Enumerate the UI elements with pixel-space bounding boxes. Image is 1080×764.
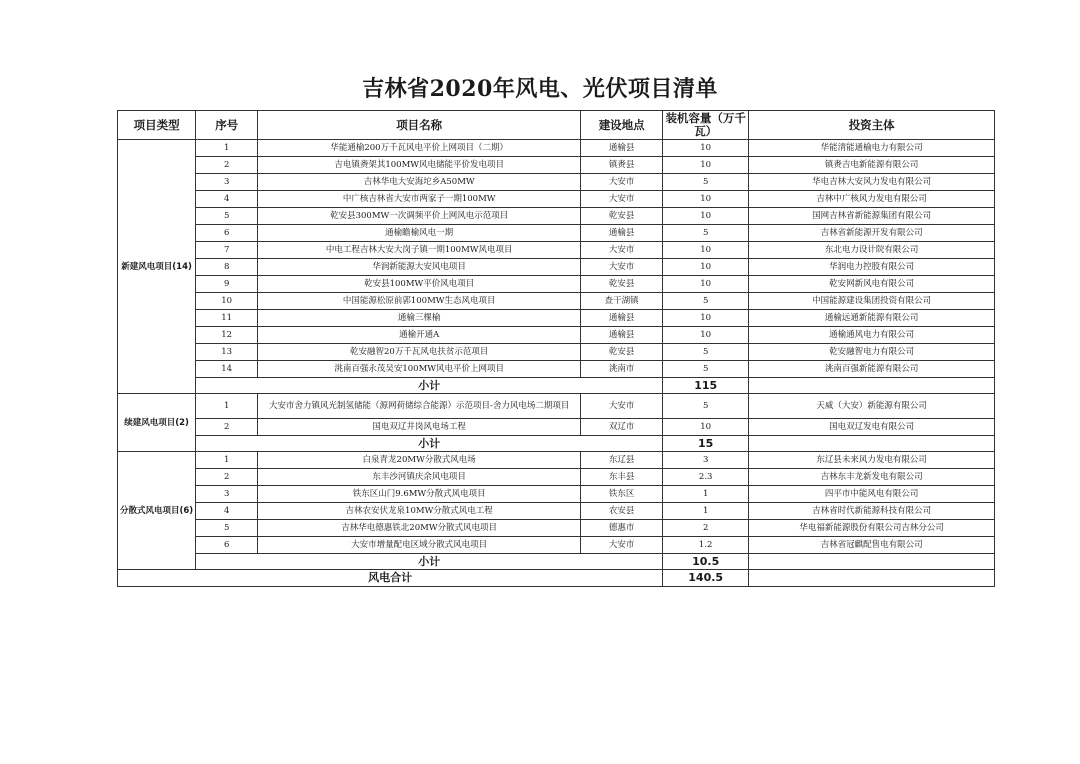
- row-name: 乾安融智20万千瓦风电扶贫示范项目: [258, 344, 581, 361]
- category-cell: 新建风电项目(14): [118, 140, 196, 394]
- row-capacity: 5: [663, 225, 749, 242]
- table-row: [118, 191, 995, 208]
- header-row: [118, 111, 995, 140]
- row-capacity: 10: [663, 276, 749, 293]
- table-row: [118, 469, 995, 486]
- row-location: 乾安县: [581, 344, 663, 361]
- subtotal-row: [118, 378, 995, 394]
- table-row: [118, 225, 995, 242]
- row-no: 2: [196, 419, 258, 436]
- table-row: [118, 344, 995, 361]
- row-name: 中国能源松原前郭100MW生态风电项目: [258, 293, 581, 310]
- table-row: [118, 361, 995, 378]
- row-name: 白泉青龙20MW分散式风电场: [258, 452, 581, 469]
- row-no: 5: [196, 208, 258, 225]
- row-investor: 四平市中能风电有限公司: [749, 486, 995, 503]
- table-row: [118, 259, 995, 276]
- row-location: 大安市: [581, 259, 663, 276]
- row-investor: 通榆远通新能源有限公司: [749, 310, 995, 327]
- row-location: 大安市: [581, 191, 663, 208]
- row-investor: 乾安融智电力有限公司: [749, 344, 995, 361]
- row-name: 国电双辽井岗风电场工程: [258, 419, 581, 436]
- table-row: [118, 293, 995, 310]
- row-investor: 镇赉吉电新能源有限公司: [749, 157, 995, 174]
- row-name: 大安市舍力镇风光制氢储能（源网荷储综合能源）示范项目-舍力风电场二期项目: [258, 394, 581, 419]
- table-row: [118, 208, 995, 225]
- row-investor: 东辽县未来风力发电有限公司: [749, 452, 995, 469]
- table-row: [118, 486, 995, 503]
- row-location: 镇赉县: [581, 157, 663, 174]
- row-capacity: 10: [663, 419, 749, 436]
- header-capacity: 装机容量（万千瓦）: [663, 111, 749, 140]
- row-location: 通榆县: [581, 327, 663, 344]
- row-capacity: 1: [663, 486, 749, 503]
- row-capacity: 5: [663, 361, 749, 378]
- row-name: 乾安县300MW一次调频平价上网风电示范项目: [258, 208, 581, 225]
- row-capacity: 1: [663, 503, 749, 520]
- row-no: 9: [196, 276, 258, 293]
- row-location: 查干湖镇: [581, 293, 663, 310]
- row-no: 7: [196, 242, 258, 259]
- row-location: 大安市: [581, 394, 663, 419]
- row-location: 乾安县: [581, 276, 663, 293]
- table-row: [118, 310, 995, 327]
- table-row: [118, 452, 995, 469]
- row-capacity: 10: [663, 140, 749, 157]
- total-label: 风电合计: [118, 570, 663, 587]
- subtotal-value: 115: [663, 378, 749, 394]
- row-no: 3: [196, 174, 258, 191]
- row-name: 中电工程吉林大安大岗子镇一期100MW风电项目: [258, 242, 581, 259]
- row-location: 铁东区: [581, 486, 663, 503]
- total-row: [118, 570, 995, 587]
- row-name: 中广核吉林省大安市两家子一期100MW: [258, 191, 581, 208]
- row-no: 13: [196, 344, 258, 361]
- row-name: 通榆瞻榆风电一期: [258, 225, 581, 242]
- row-capacity: 5: [663, 344, 749, 361]
- page-title: 吉林省2020年风电、光伏项目清单: [362, 76, 718, 102]
- row-no: 4: [196, 191, 258, 208]
- table-row: [118, 419, 995, 436]
- table-row: [118, 503, 995, 520]
- row-no: 6: [196, 225, 258, 242]
- total-value: 140.5: [663, 570, 749, 587]
- subtotal-blank: [749, 378, 995, 394]
- row-name: 吉林农安伏龙泉10MW分散式风电工程: [258, 503, 581, 520]
- subtotal-label: 小计: [196, 378, 663, 394]
- row-no: 3: [196, 486, 258, 503]
- row-capacity: 10: [663, 157, 749, 174]
- category-cell: 续建风电项目(2): [118, 394, 196, 452]
- table-row: [118, 242, 995, 259]
- header-no: 序号: [196, 111, 258, 140]
- row-location: 双辽市: [581, 419, 663, 436]
- subtotal-label: 小计: [196, 436, 663, 452]
- header-investor: 投资主体: [749, 111, 995, 140]
- row-capacity: 10: [663, 327, 749, 344]
- row-investor: 国网吉林省新能源集团有限公司: [749, 208, 995, 225]
- row-location: 乾安县: [581, 208, 663, 225]
- row-investor: 洮南百强新能源有限公司: [749, 361, 995, 378]
- row-investor: 吉林东丰龙新发电有限公司: [749, 469, 995, 486]
- header-name: 项目名称: [258, 111, 581, 140]
- row-capacity: 5: [663, 394, 749, 419]
- row-investor: 通榆通风电力有限公司: [749, 327, 995, 344]
- table-row: [118, 276, 995, 293]
- row-name: 吉林华电大安海坨乡A50MW: [258, 174, 581, 191]
- row-location: 德惠市: [581, 520, 663, 537]
- row-investor: 吉林省冠麒配售电有限公司: [749, 537, 995, 554]
- row-capacity: 1.2: [663, 537, 749, 554]
- row-no: 2: [196, 157, 258, 174]
- row-no: 6: [196, 537, 258, 554]
- row-location: 东辽县: [581, 452, 663, 469]
- row-capacity: 10: [663, 259, 749, 276]
- row-no: 5: [196, 520, 258, 537]
- row-capacity: 3: [663, 452, 749, 469]
- row-no: 4: [196, 503, 258, 520]
- row-name: 乾安县100MW平价风电项目: [258, 276, 581, 293]
- row-location: 通榆县: [581, 310, 663, 327]
- row-location: 大安市: [581, 242, 663, 259]
- row-name: 华能通榆200万千瓦风电平价上网项目（二期）: [258, 140, 581, 157]
- table-row: [118, 520, 995, 537]
- row-capacity: 2: [663, 520, 749, 537]
- row-investor: 国电双辽发电有限公司: [749, 419, 995, 436]
- row-capacity: 10: [663, 208, 749, 225]
- row-no: 12: [196, 327, 258, 344]
- subtotal-label: 小计: [196, 554, 663, 570]
- row-capacity: 10: [663, 310, 749, 327]
- row-investor: 东北电力设计院有限公司: [749, 242, 995, 259]
- subtotal-blank: [749, 554, 995, 570]
- row-capacity: 5: [663, 174, 749, 191]
- row-no: 8: [196, 259, 258, 276]
- row-investor: 吉林中广核风力发电有限公司: [749, 191, 995, 208]
- row-location: 大安市: [581, 174, 663, 191]
- row-investor: 华润电力控股有限公司: [749, 259, 995, 276]
- subtotal-value: 10.5: [663, 554, 749, 570]
- row-name: 通榆开通A: [258, 327, 581, 344]
- row-location: 农安县: [581, 503, 663, 520]
- row-location: 通榆县: [581, 140, 663, 157]
- subtotal-blank: [749, 436, 995, 452]
- row-name: 吉电镇赉架其100MW风电储能平价发电项目: [258, 157, 581, 174]
- row-no: 1: [196, 394, 258, 419]
- row-investor: 中国能源建设集团投资有限公司: [749, 293, 995, 310]
- row-name: 东丰沙河镇庆余风电项目: [258, 469, 581, 486]
- table-row: [118, 157, 995, 174]
- row-name: 通榆三棵榆: [258, 310, 581, 327]
- row-capacity: 10: [663, 242, 749, 259]
- category-cell: 分散式风电项目(6): [118, 452, 196, 570]
- row-investor: 吉林省时代新能源科技有限公司: [749, 503, 995, 520]
- row-investor: 华电吉林大安风力发电有限公司: [749, 174, 995, 191]
- row-capacity: 5: [663, 293, 749, 310]
- row-name: 华润新能源大安风电项目: [258, 259, 581, 276]
- row-name: 大安市增量配电区域分散式风电项目: [258, 537, 581, 554]
- table-row: [118, 174, 995, 191]
- row-investor: 华电福新能源股份有限公司吉林分公司: [749, 520, 995, 537]
- row-investor: 华能清能通榆电力有限公司: [749, 140, 995, 157]
- row-name: 铁东区山门9.6MW分散式风电项目: [258, 486, 581, 503]
- subtotal-row: [118, 554, 995, 570]
- row-location: 通榆县: [581, 225, 663, 242]
- table-row: [118, 140, 995, 157]
- row-capacity: 10: [663, 191, 749, 208]
- row-no: 14: [196, 361, 258, 378]
- row-no: 2: [196, 469, 258, 486]
- project-table: [117, 110, 995, 587]
- row-investor: 乾安网新风电有限公司: [749, 276, 995, 293]
- header-category: 项目类型: [118, 111, 196, 140]
- row-investor: 天威（大安）新能源有限公司: [749, 394, 995, 419]
- row-name: 洮南百强永茂吴安100MW风电平价上网项目: [258, 361, 581, 378]
- row-name: 吉林华电德惠铁北20MW分散式风电项目: [258, 520, 581, 537]
- row-no: 1: [196, 452, 258, 469]
- row-no: 11: [196, 310, 258, 327]
- subtotal-row: [118, 436, 995, 452]
- row-location: 东丰县: [581, 469, 663, 486]
- row-location: 大安市: [581, 537, 663, 554]
- subtotal-value: 15: [663, 436, 749, 452]
- total-blank: [749, 570, 995, 587]
- row-investor: 吉林省新能源开发有限公司: [749, 225, 995, 242]
- row-no: 1: [196, 140, 258, 157]
- row-location: 洮南市: [581, 361, 663, 378]
- table-row: [118, 394, 995, 419]
- table-row: [118, 327, 995, 344]
- header-location: 建设地点: [581, 111, 663, 140]
- row-capacity: 2.3: [663, 469, 749, 486]
- table-row: [118, 537, 995, 554]
- row-no: 10: [196, 293, 258, 310]
